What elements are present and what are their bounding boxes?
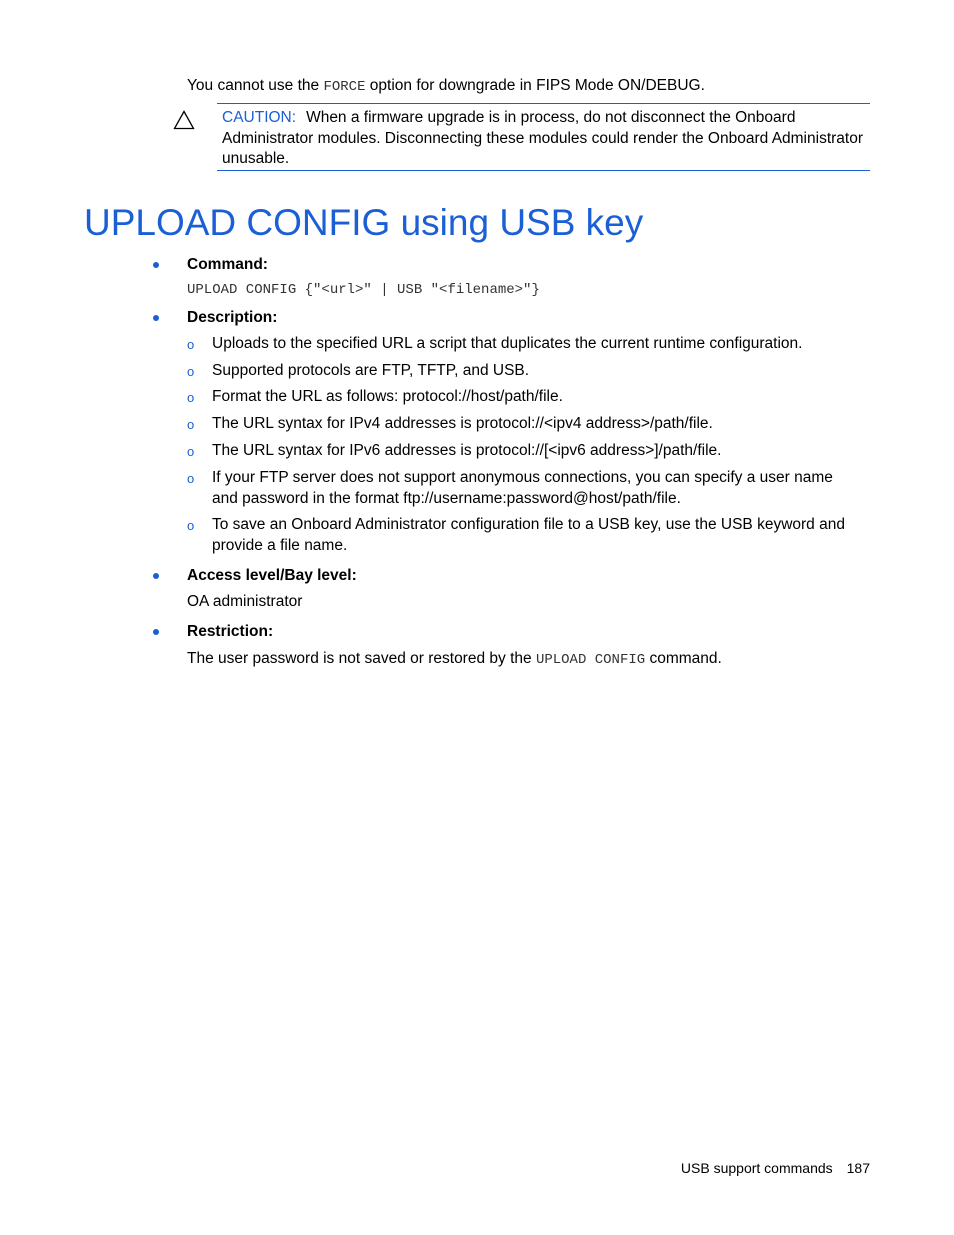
description-item: Format the URL as follows: protocol://host/path/file. bbox=[212, 388, 563, 405]
caution-notice bbox=[217, 103, 870, 171]
caution-message: When a firmware upgrade is in process, do not disconnect the Onboard Administrator modules. Disconnecting these modules could render the Onboard Administrator unusable. bbox=[222, 109, 863, 167]
description-item: Uploads to the specified URL a script that duplicates the current runtime configuration. bbox=[212, 335, 803, 352]
restriction-code: UPLOAD CONFIG bbox=[535, 652, 646, 668]
bullet-dot-icon bbox=[151, 627, 161, 637]
restriction-text bbox=[187, 649, 722, 670]
caution-label: CAUTION: bbox=[222, 109, 297, 126]
caution-text-block bbox=[222, 108, 867, 170]
description-item: The URL syntax for IPv6 addresses is protocol://[<ipv6 address>]/path/file. bbox=[212, 442, 722, 459]
sub-bullet-circle-icon: o bbox=[187, 390, 195, 405]
footer-section-name: USB support commands bbox=[680, 1160, 833, 1176]
page-footer bbox=[600, 1158, 870, 1178]
command-label: Command: bbox=[187, 256, 268, 273]
description-item: Supported protocols are FTP, TFTP, and USB. bbox=[212, 362, 530, 379]
description-item: If your FTP server does not support anonymous connections, you can specify a user name and password in the format ftp://username:password@host/path/file. bbox=[212, 469, 833, 507]
bullet-dot-icon bbox=[151, 313, 161, 323]
intro-paragraph bbox=[187, 76, 877, 97]
restriction-text-before: The user password is not saved or restored by the bbox=[187, 650, 536, 667]
page-title: UPLOAD CONFIG using USB key bbox=[84, 202, 644, 243]
sub-bullet-circle-icon: o bbox=[187, 337, 195, 352]
intro-text-after: option for downgrade in FIPS Mode ON/DEBUG. bbox=[365, 77, 705, 94]
caution-triangle-icon bbox=[173, 110, 195, 130]
sub-bullet-circle-icon: o bbox=[187, 417, 195, 432]
access-level-label: Access level/Bay level: bbox=[187, 567, 357, 584]
description-label: Description: bbox=[187, 309, 278, 326]
access-level-value: OA administrator bbox=[187, 593, 303, 610]
page-number: 187 bbox=[846, 1160, 870, 1176]
bullet-dot-icon bbox=[151, 571, 161, 581]
sub-bullet-circle-icon: o bbox=[187, 518, 195, 533]
command-syntax: UPLOAD CONFIG {"<url>" | USB "<filename>"} bbox=[187, 282, 540, 298]
restriction-text-after: command. bbox=[645, 650, 722, 667]
intro-text-before: You cannot use the bbox=[187, 77, 324, 94]
description-item: The URL syntax for IPv4 addresses is protocol://<ipv4 address>/path/file. bbox=[212, 415, 713, 432]
bullet-dot-icon bbox=[151, 260, 161, 270]
sub-bullet-circle-icon: o bbox=[187, 364, 195, 379]
restriction-label: Restriction: bbox=[187, 623, 274, 640]
intro-code-force: FORCE bbox=[323, 79, 366, 95]
sub-bullet-circle-icon: o bbox=[187, 471, 195, 486]
description-item: To save an Onboard Administrator configuration file to a USB key, use the USB keyword and provide a file name. bbox=[212, 516, 845, 554]
sub-bullet-circle-icon: o bbox=[187, 444, 195, 459]
